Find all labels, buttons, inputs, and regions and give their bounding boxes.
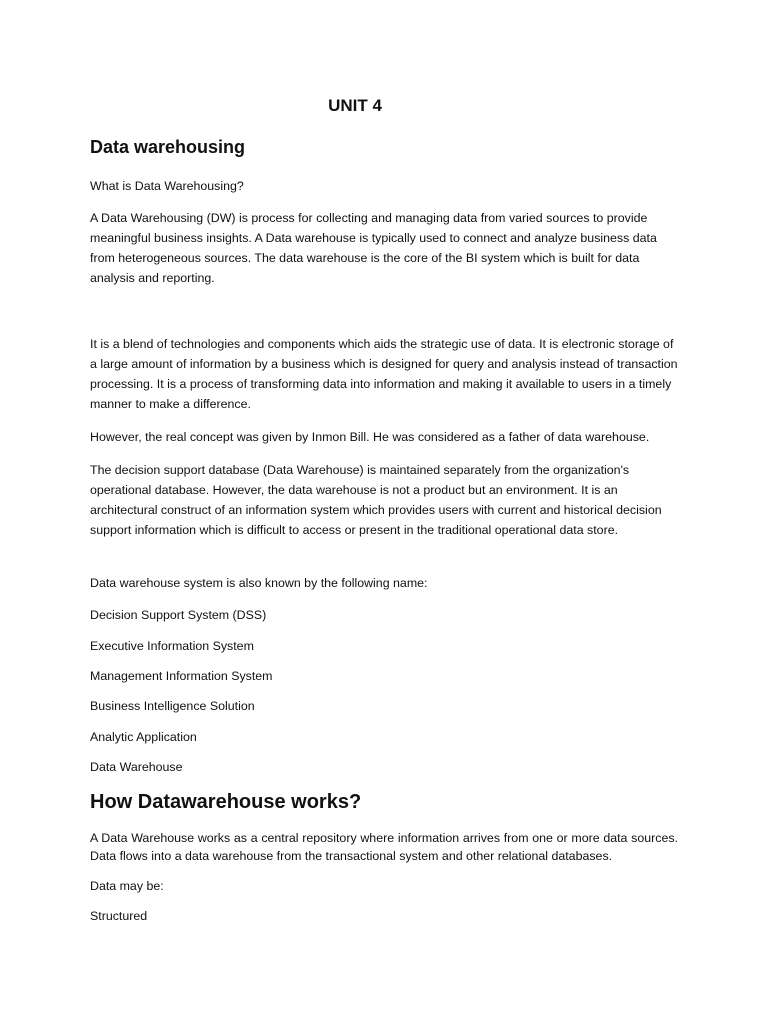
list-item: Business Intelligence Solution (90, 699, 255, 713)
list-item: Decision Support System (DSS) (90, 608, 267, 622)
paragraph-structured: Structured (90, 909, 148, 923)
question-text: What is Data Warehousing? (90, 179, 244, 193)
paragraph-known-names: Data warehouse system is also known by the following name: (90, 576, 428, 590)
section-heading: Data warehousing (90, 137, 246, 157)
list-item: Management Information System (90, 669, 273, 683)
paragraph-blend: It is a blend of technologies and components which aids the strategic use of data. It is electronic storage of a large amount of information by a business which is designed for query and analysis instead of transaction processing. It is a process of transforming data into information and making it available to users in a timely manner to make a difference. (90, 337, 678, 411)
unit-title: UNIT 4 (328, 96, 382, 115)
paragraph-decision-support: The decision support database (Data Warehouse) is maintained separately from the organization's operational database. However, the data warehouse is not a product but an environment. It is an architectural construct of an information system which provides users with current and historical decision support information which is difficult to access or present in the traditional operational data store. (90, 463, 662, 537)
paragraph-central-repository: A Data Warehouse works as a central repository where information arrives from one or more data sources. Data flows into a data warehouse from the transactional system and other relational databases. (90, 831, 678, 863)
list-item: Executive Information System (90, 639, 254, 653)
how-it-works-heading: How Datawarehouse works? (90, 791, 362, 813)
list-item: Analytic Application (90, 730, 197, 744)
paragraph-inmon: However, the real concept was given by Inmon Bill. He was considered as a father of data warehouse. (90, 430, 650, 444)
paragraph-definition: A Data Warehousing (DW) is process for collecting and managing data from varied sources to provide meaningful business insights. A Data warehouse is typically used to connect and analyze business data from heterogeneous sources. The data warehouse is the core of the BI system which is built for data analysis and reporting. (90, 211, 657, 285)
paragraph-data-may-be: Data may be: (90, 879, 164, 893)
list-item: Data Warehouse (90, 760, 183, 774)
